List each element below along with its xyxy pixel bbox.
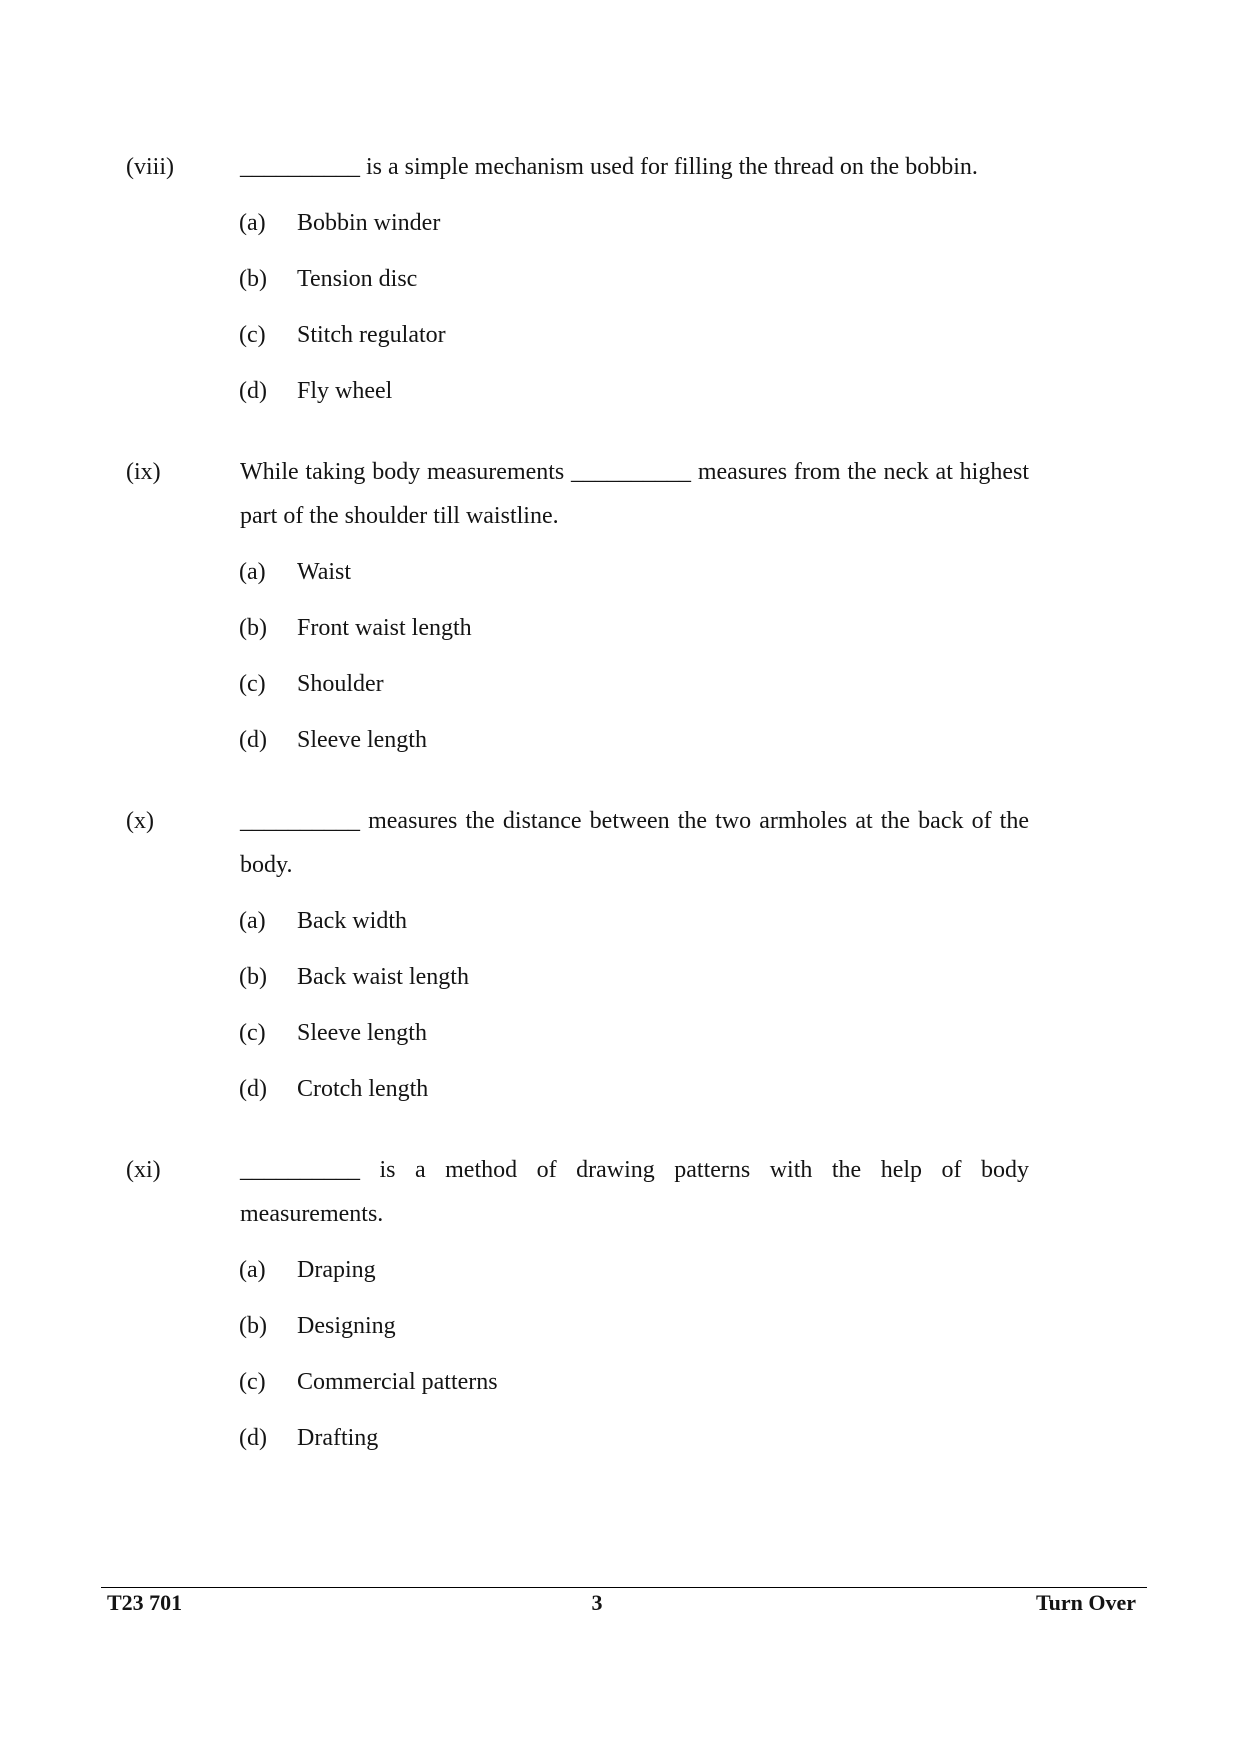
option-label: (c) xyxy=(239,671,266,697)
option-d xyxy=(239,1061,1029,1117)
option-a xyxy=(239,544,1029,600)
option-text: Crotch length xyxy=(297,1076,429,1102)
question-text: __________ is a method of drawing patterns with the help of body measurements. xyxy=(240,1157,1029,1227)
question-x xyxy=(126,799,1029,1117)
turn-over-label: Turn Over xyxy=(1035,1590,1136,1615)
option-b xyxy=(239,600,1029,656)
option-c xyxy=(239,1005,1029,1061)
question-text: While taking body measurements __________ measures from the neck at highest part of the shoulder till waistline. xyxy=(240,459,1029,529)
option-label: (a) xyxy=(239,1257,266,1283)
option-b xyxy=(239,1298,1029,1354)
question-ix xyxy=(126,450,1029,768)
option-b xyxy=(239,949,1029,1005)
option-label: (b) xyxy=(239,1313,267,1339)
option-c xyxy=(239,307,1029,363)
paper-code: T23 701 xyxy=(107,1590,183,1615)
option-label: (d) xyxy=(239,727,267,753)
question-stem xyxy=(126,450,1029,538)
option-list xyxy=(126,195,1029,419)
question-stem xyxy=(126,1148,1029,1236)
option-text: Waist xyxy=(297,559,352,585)
question-number: (xi) xyxy=(126,1157,161,1183)
option-d xyxy=(239,363,1029,419)
option-c xyxy=(239,656,1029,712)
option-a xyxy=(239,893,1029,949)
question-number: (x) xyxy=(126,808,154,834)
option-list xyxy=(126,544,1029,768)
option-text: Stitch regulator xyxy=(297,322,446,348)
option-text: Sleeve length xyxy=(297,1020,427,1046)
question-number: (ix) xyxy=(126,459,161,485)
option-text: Tension disc xyxy=(297,266,418,292)
question-text: __________ is a simple mechanism used for filling the thread on the bobbin. xyxy=(240,154,978,180)
question-text: __________ measures the distance between the two armholes at the back of the body. xyxy=(240,808,1029,878)
option-label: (d) xyxy=(239,1076,267,1102)
option-text: Back width xyxy=(297,908,407,934)
option-text: Designing xyxy=(297,1313,396,1339)
option-text: Back waist length xyxy=(297,964,469,990)
option-a xyxy=(239,195,1029,251)
option-label: (b) xyxy=(239,615,267,641)
option-text: Shoulder xyxy=(297,671,384,697)
question-number: (viii) xyxy=(126,154,174,180)
option-label: (a) xyxy=(239,559,266,585)
option-label: (a) xyxy=(239,210,266,236)
question-stem xyxy=(126,799,1029,887)
option-label: (b) xyxy=(239,964,267,990)
option-label: (b) xyxy=(239,266,267,292)
option-label: (c) xyxy=(239,1020,266,1046)
option-text: Front waist length xyxy=(297,615,472,641)
page-footer xyxy=(107,1590,1136,1616)
option-list xyxy=(126,893,1029,1117)
option-label: (c) xyxy=(239,322,266,348)
option-text: Drafting xyxy=(297,1425,379,1451)
option-label: (c) xyxy=(239,1369,266,1395)
question-viii xyxy=(126,145,1029,419)
option-text: Fly wheel xyxy=(297,378,393,404)
question-stem xyxy=(126,145,1029,189)
option-label: (d) xyxy=(239,1425,267,1451)
option-b xyxy=(239,251,1029,307)
option-text: Sleeve length xyxy=(297,727,427,753)
option-c xyxy=(239,1354,1029,1410)
option-text: Commercial patterns xyxy=(297,1369,498,1395)
option-text: Bobbin winder xyxy=(297,210,441,236)
option-d xyxy=(239,1410,1029,1466)
option-label: (d) xyxy=(239,378,267,404)
option-label: (a) xyxy=(239,908,266,934)
question-xi xyxy=(126,1148,1029,1466)
option-a xyxy=(239,1242,1029,1298)
option-list xyxy=(126,1242,1029,1466)
footer-divider xyxy=(101,1587,1147,1588)
option-d xyxy=(239,712,1029,768)
option-text: Draping xyxy=(297,1257,376,1283)
page-number: 3 xyxy=(591,1590,603,1615)
